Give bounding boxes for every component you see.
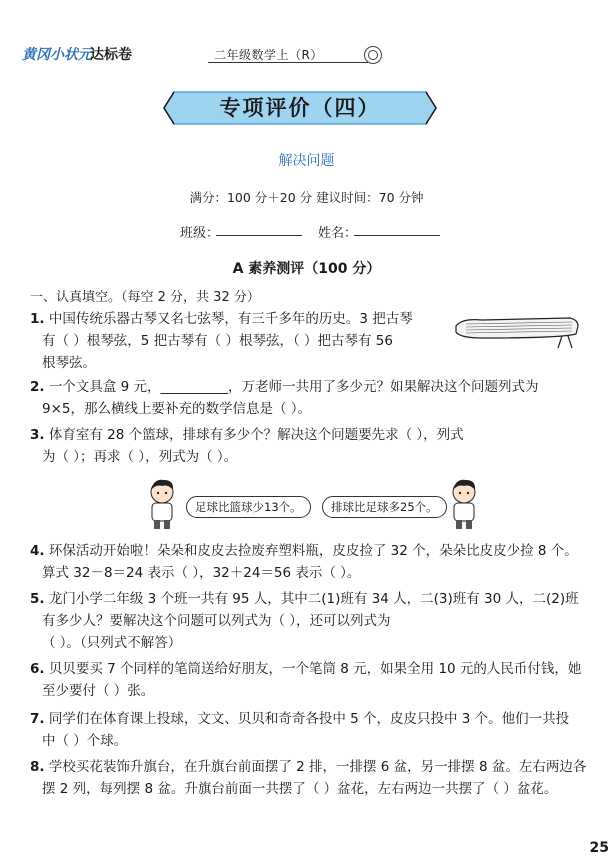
guqin-illustration	[452, 312, 582, 350]
grade-underline	[208, 62, 368, 63]
grade-label: 二年级数学上（R）	[214, 48, 323, 62]
question-5: 5. 龙门小学二年级 3 个班一共有 95 人，其中二(1)班有 34 人，二(3)班有 30 人，二(2)班 有多少人？要解决这个问题可以列式为（ ），还可以列式为 （ ）。（只列式不解答）	[30, 591, 579, 651]
page-number: 25	[589, 840, 609, 856]
spiral-inner-icon	[368, 50, 378, 60]
question-2: 2. 一个文具盒 9 元，__________，万老师一共用了多少元？如果解决这个问题列式为 9×5，那么横线上要补充的数学信息是（ ）。	[30, 379, 539, 417]
boy-left-illustration	[142, 478, 182, 530]
name-field[interactable]	[354, 235, 440, 236]
class-field[interactable]	[216, 235, 302, 236]
boy-right-illustration	[444, 478, 484, 530]
name-label: 姓名：	[318, 226, 358, 241]
question-7: 7. 同学们在体育课上投球，文文、贝贝和奇奇各投中 5 个，皮皮只投中 3 个。他们一共投 中（ ）个球。	[30, 711, 570, 749]
brand-logo: 黄冈小状元	[22, 47, 92, 63]
brand-suffix: 达标卷	[90, 47, 132, 63]
score-time-info: 满分：100 分＋20 分 建议时间：70 分钟	[189, 190, 424, 205]
subtitle: 解决问题	[278, 153, 335, 169]
page-title: 专项评价（四）	[219, 96, 381, 120]
section-a-title: A 素养测评（100 分）	[232, 261, 381, 277]
question-8: 8. 学校买花装饰升旗台，在升旗台前面摆了 2 排，一排摆 6 盆，另一排摆 8 盆。左右两边各 摆 2 列，每列摆 8 盆。升旗台前面一共摆了（ ）盆花，左右两边一共摆了（ ）盆花。	[30, 759, 587, 797]
speech-bubble-right: 排球比足球多25个。	[322, 496, 447, 518]
class-label: 班级：	[180, 226, 220, 241]
part1-heading: 一、认真填空。（每空 2 分，共 32 分）	[30, 290, 260, 305]
question-1: 1. 中国传统乐器古琴又名七弦琴，有三千多年的历史。3 把古琴 有（ ）根琴弦，5 把古琴有（ ）根琴弦，（ ）把古琴有 56 根琴弦。	[30, 311, 413, 371]
speech-bubble-left: 足球比篮球少13个。	[186, 496, 311, 518]
question-3: 3. 体育室有 28 个篮球，排球有多少个？解决这个问题要先求（ ），列式 为（ ）；再求（ ），列式为（ ）。	[30, 427, 464, 465]
question-4: 4. 环保活动开始啦！朵朵和皮皮去捡废弃塑料瓶，皮皮捡了 32 个，朵朵比皮皮少捡 8 个。 算式 32－8＝24 表示（ ），32＋24＝56 表示（ ）。	[30, 543, 578, 581]
question-6: 6. 贝贝要买 7 个同样的笔筒送给好朋友，一个笔筒 8 元，如果全用 10 元的人民币付钱，她 至少要付（ ）张。	[30, 661, 582, 699]
